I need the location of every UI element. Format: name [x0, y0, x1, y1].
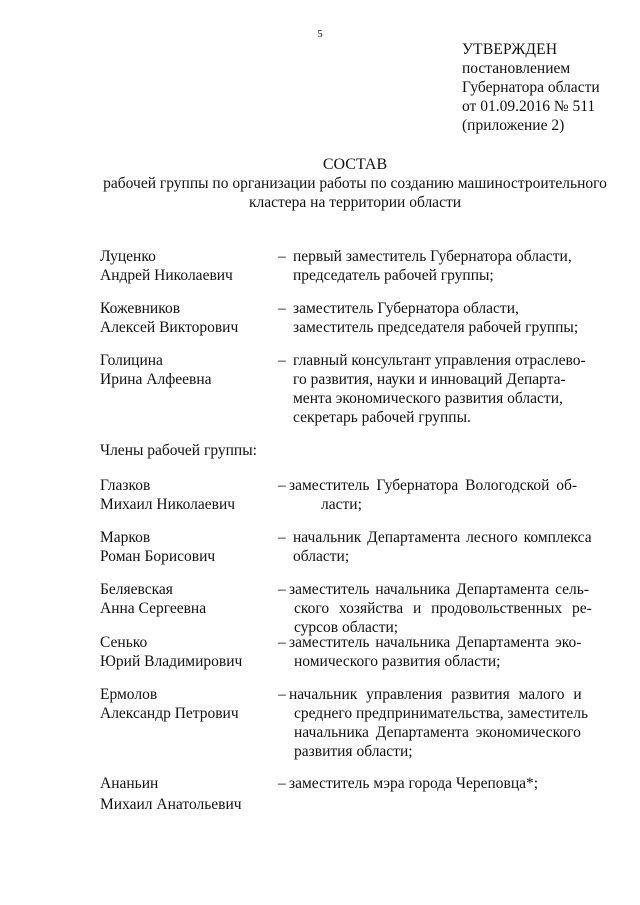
members-heading: Члены рабочей группы:: [100, 442, 257, 459]
dash-separator: –: [278, 686, 286, 703]
member-surname: Ананьин: [100, 775, 159, 792]
member-given-name: Михаил Анатольевич: [100, 796, 242, 813]
dash-separator: –: [278, 529, 286, 546]
role-line: развития области;: [294, 743, 413, 760]
member-surname: Глазков: [100, 477, 151, 494]
member-given-name: Анна Сергеевна: [100, 600, 207, 617]
document-subtitle-line: рабочей группы по организации работы по созданию машиностроительного: [103, 175, 607, 192]
member-name: [100, 247, 270, 285]
member-given-name: Александр Петрович: [100, 705, 239, 722]
dash-separator: –: [278, 581, 286, 598]
member-name: [100, 633, 270, 671]
member-given-name: Алексей Викторович: [100, 319, 239, 336]
member-role: [293, 299, 585, 337]
member-role: [293, 247, 585, 285]
member-name: [100, 580, 270, 618]
role-line: первый заместитель Губернатора области,: [293, 248, 572, 265]
approval-heading: УТВЕРЖДЕН: [462, 41, 558, 58]
role-line: области;: [293, 548, 350, 565]
role-line: среднего предпринимательства, заместитель: [294, 705, 589, 722]
member-name: [100, 774, 270, 814]
member-surname: Луценко: [100, 248, 156, 265]
role-line: начальника Департамента экономического: [294, 724, 581, 741]
role-line: заместитель Губернатора области,: [293, 300, 519, 317]
member-surname: Марков: [100, 529, 151, 546]
approval-line: (приложение 2): [462, 117, 565, 134]
role-line: начальник Департамента лесного комплекса: [293, 529, 592, 546]
member-given-name: Юрий Владимирович: [100, 653, 243, 670]
member-role: [293, 528, 592, 566]
member-given-name: Роман Борисович: [100, 548, 216, 565]
member-given-name: Андрей Николаевич: [100, 267, 233, 284]
dash-separator: –: [278, 477, 286, 494]
member-given-name: Ирина Алфеевна: [100, 371, 212, 388]
member-role: [289, 476, 585, 514]
dash-separator: –: [278, 300, 286, 317]
approval-line: от 01.09.2016 № 511: [462, 98, 596, 115]
member-surname: Ермолов: [100, 686, 158, 703]
role-line: заместитель начальника Департамента сель-: [289, 581, 589, 598]
approval-stamp: [462, 40, 632, 135]
member-role: [289, 580, 592, 637]
member-name: [100, 476, 270, 514]
page-number: 5: [317, 28, 323, 40]
dash-separator: –: [278, 352, 286, 369]
member-role: [289, 685, 589, 761]
role-line: сурсов области;: [294, 619, 399, 636]
member-role: [293, 351, 585, 427]
role-line: заместитель начальника Департамента эко-: [289, 634, 582, 651]
role-line: ского хозяйства и продовольственных ре-: [294, 600, 592, 617]
member-role: [289, 774, 585, 793]
document-title: СОСТАВ: [322, 156, 388, 173]
member-role: [289, 633, 585, 671]
member-surname: Сенько: [100, 634, 148, 651]
role-line: заместитель председателя рабочей группы;: [293, 319, 579, 336]
role-line: ласти;: [321, 496, 362, 513]
role-line: заместитель мэра города Череповца*;: [289, 775, 539, 792]
approval-line: Губернатора области: [462, 79, 600, 96]
document-subtitle-line: кластера на территории области: [248, 194, 462, 211]
document-title-block: [90, 155, 620, 212]
role-line: заместитель Губернатора Вологодской об-: [289, 477, 578, 494]
role-line: главный консультант управления отраслево-: [293, 352, 586, 369]
role-line: начальник управления развития малого и: [289, 686, 582, 703]
member-name: [100, 528, 270, 566]
member-name: [100, 299, 270, 337]
role-line: председатель рабочей группы;: [293, 267, 494, 284]
role-line: номического развития области;: [294, 653, 501, 670]
member-surname: Кожевников: [100, 300, 181, 317]
dash-separator: –: [278, 248, 286, 265]
dash-separator: –: [278, 634, 286, 651]
role-line: мента экономического развития области,: [293, 390, 563, 407]
member-given-name: Михаил Николаевич: [100, 496, 236, 513]
role-line: го развития, науки и инноваций Департа-: [293, 371, 566, 388]
dash-separator: –: [278, 775, 286, 792]
member-surname: Голицина: [100, 352, 163, 369]
member-surname: Беляевская: [100, 581, 173, 598]
member-name: [100, 351, 270, 389]
approval-line: постановлением: [462, 60, 571, 77]
member-name: [100, 685, 270, 723]
role-line: секретарь рабочей группы.: [293, 409, 471, 426]
